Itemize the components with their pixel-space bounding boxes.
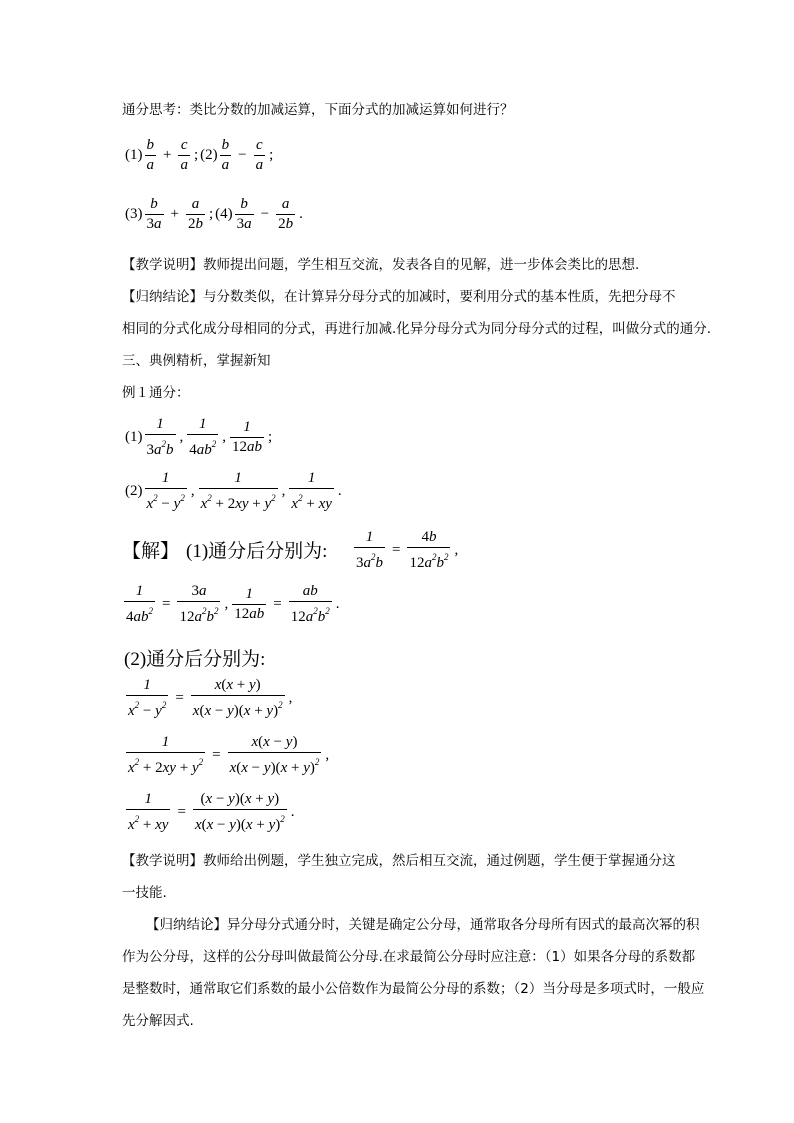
solution-2-eq-1: $\frac{1}{x^2 - y^2}$ = $\frac{x(x + y)}{x(x - y)(x + y)^2}$ ,: [128, 677, 293, 719]
teaching-note-2-line-2: 一技能.: [122, 885, 167, 901]
solution-2-eq-2: $\frac{1}{x^2 + 2xy + y^2}$ = $\frac{x(x - y)}{x(x - y)(x + y)^2}$ ,: [128, 734, 330, 776]
solution-2-eq-3: $\frac{1}{x^2 + xy}$ = $\frac{(x - y)(x + y)}{x(x - y)(x + y)^2}$ .: [128, 791, 295, 833]
conclusion-2-line-2: 作为公分母，这样的公分母叫做最简公分母.在求最简公分母时应注意：（1）如果各分母的系数都: [122, 949, 696, 965]
conclusion-1-line-1: 【归纳结论】与分数类似，在计算异分母分式的加减时，要利用分式的基本性质，先把分母不: [122, 289, 676, 305]
fraction: $\frac{1}{3a^2b}$: [146, 416, 174, 458]
teaching-note-1: 【教学说明】教师提出问题，学生相互交流，发表各自的见解，进一步体会类比的思想.: [122, 257, 640, 273]
fraction: $\frac{ab}{12a^2b^2}$: [290, 583, 330, 625]
fraction: $\frac{c}{a}$: [255, 137, 264, 173]
teaching-note-2-line-1: 【教学说明】教师给出例题，学生独立完成，然后相互交流，通过例题，学生便于掌握通分这: [122, 853, 676, 869]
fraction: $\frac{3a}{12a^2b^2}$: [179, 583, 219, 625]
fraction: $\frac{1}{x^2 - y^2}$: [146, 470, 185, 512]
example-row-1: (1) $\frac{1}{3a^2b}$ , $\frac{1}{4ab^2}$ , $\frac{1}{12ab}$ ;: [125, 416, 273, 458]
fraction: $\frac{(x - y)(x + y)}{x(x - y)(x + y)^2}$: [194, 791, 285, 833]
solution-1-eq-1: $\frac{1}{3a^2b}$ = $\frac{4b}{12a^2b^2}$ ,: [356, 529, 459, 571]
intro-text: 通分思考：类比分数的加减运算，下面分式的加减运算如何进行？: [122, 102, 514, 118]
fraction: $\frac{1}{x^2 + 2xy + y^2}$: [128, 734, 204, 776]
fraction: $\frac{1}{x^2 - y^2}$: [128, 677, 167, 719]
fraction: $\frac{1}{x^2 + xy}$: [291, 470, 332, 512]
label-p3: (3): [125, 206, 143, 222]
fraction: $\frac{a}{2b}$: [278, 196, 294, 232]
fraction: $\frac{1}{4ab^2}$: [189, 416, 217, 458]
fraction: $\frac{1}{12ab}$: [232, 419, 262, 455]
fraction: $\frac{1}{12ab}$: [234, 586, 265, 622]
solution-2-intro: (2)通分后分别为:: [124, 649, 266, 670]
conclusion-1-line-2: 相同的分式化成分母相同的分式，再进行加减.化异分母分式为同分母分式的过程，叫做分式的通分.: [122, 321, 712, 337]
section-heading: 三、典例精析，掌握新知: [122, 353, 271, 369]
fraction: $\frac{1}{4ab^2}$: [126, 583, 153, 625]
problem-row-2: (3) $\frac{b}{3a}$ + $\frac{a}{2b}$ ; (4) $\frac{b}{3a}$ − $\frac{a}{2b}$ .: [125, 196, 303, 232]
fraction: $\frac{b}{a}$: [146, 137, 154, 173]
fraction: $\frac{1}{x^2 + xy}$: [128, 791, 169, 833]
fraction: $\frac{1}{x^2 + 2xy + y^2}$: [200, 470, 276, 512]
fraction: $\frac{b}{3a}$: [236, 196, 252, 232]
fraction: $\frac{1}{3a^2b}$: [356, 529, 383, 571]
label-p1: (1): [125, 147, 143, 163]
conclusion-2-line-3: 是整数时，通常取它们系数的最小公倍数作为最简公分母的系数；（2）当分母是多项式时，一般应: [122, 981, 705, 997]
fraction: $\frac{x(x - y)}{x(x - y)(x + y)^2}$: [229, 734, 320, 776]
fraction: $\frac{a}{2b}$: [187, 196, 203, 232]
example-1-heading: 例１通分：: [122, 385, 190, 401]
fraction: $\frac{4b}{12a^2b^2}$: [409, 529, 449, 571]
fraction: $\frac{c}{a}$: [180, 137, 188, 173]
problem-row-1: (1) $\frac{b}{a}$ + $\frac{c}{a}$ ; (2) $\frac{b}{a}$ − $\frac{c}{a}$ ;: [125, 137, 274, 173]
fraction: $\frac{b}{3a}$: [146, 196, 162, 232]
example-row-2: (2) $\frac{1}{x^2 - y^2}$ , $\frac{1}{x^2 + 2xy + y^2}$ , $\frac{1}{x^2 + xy}$ .: [125, 470, 342, 512]
solution-1-intro: (1)通分后分别为:: [186, 541, 328, 562]
fraction: $\frac{b}{a}$: [221, 137, 230, 173]
conclusion-2-line-1: 【归纳结论】异分母分式通分时，关键是确定公分母，通常取各分母所有因式的最高次幂的积: [146, 917, 700, 933]
solution-1-eq-2: $\frac{1}{4ab^2}$ = $\frac{3a}{12a^2b^2}$ , $\frac{1}{12ab}$ = $\frac{ab}{12a^2b^2}$ .: [126, 583, 340, 625]
label-p2: (2): [200, 147, 218, 163]
solution-label: 【解】: [122, 541, 180, 562]
fraction: $\frac{x(x + y)}{x(x - y)(x + y)^2}$: [192, 677, 283, 719]
conclusion-2-line-4: 先分解因式.: [122, 1013, 194, 1029]
label-p4: (4): [215, 206, 233, 222]
